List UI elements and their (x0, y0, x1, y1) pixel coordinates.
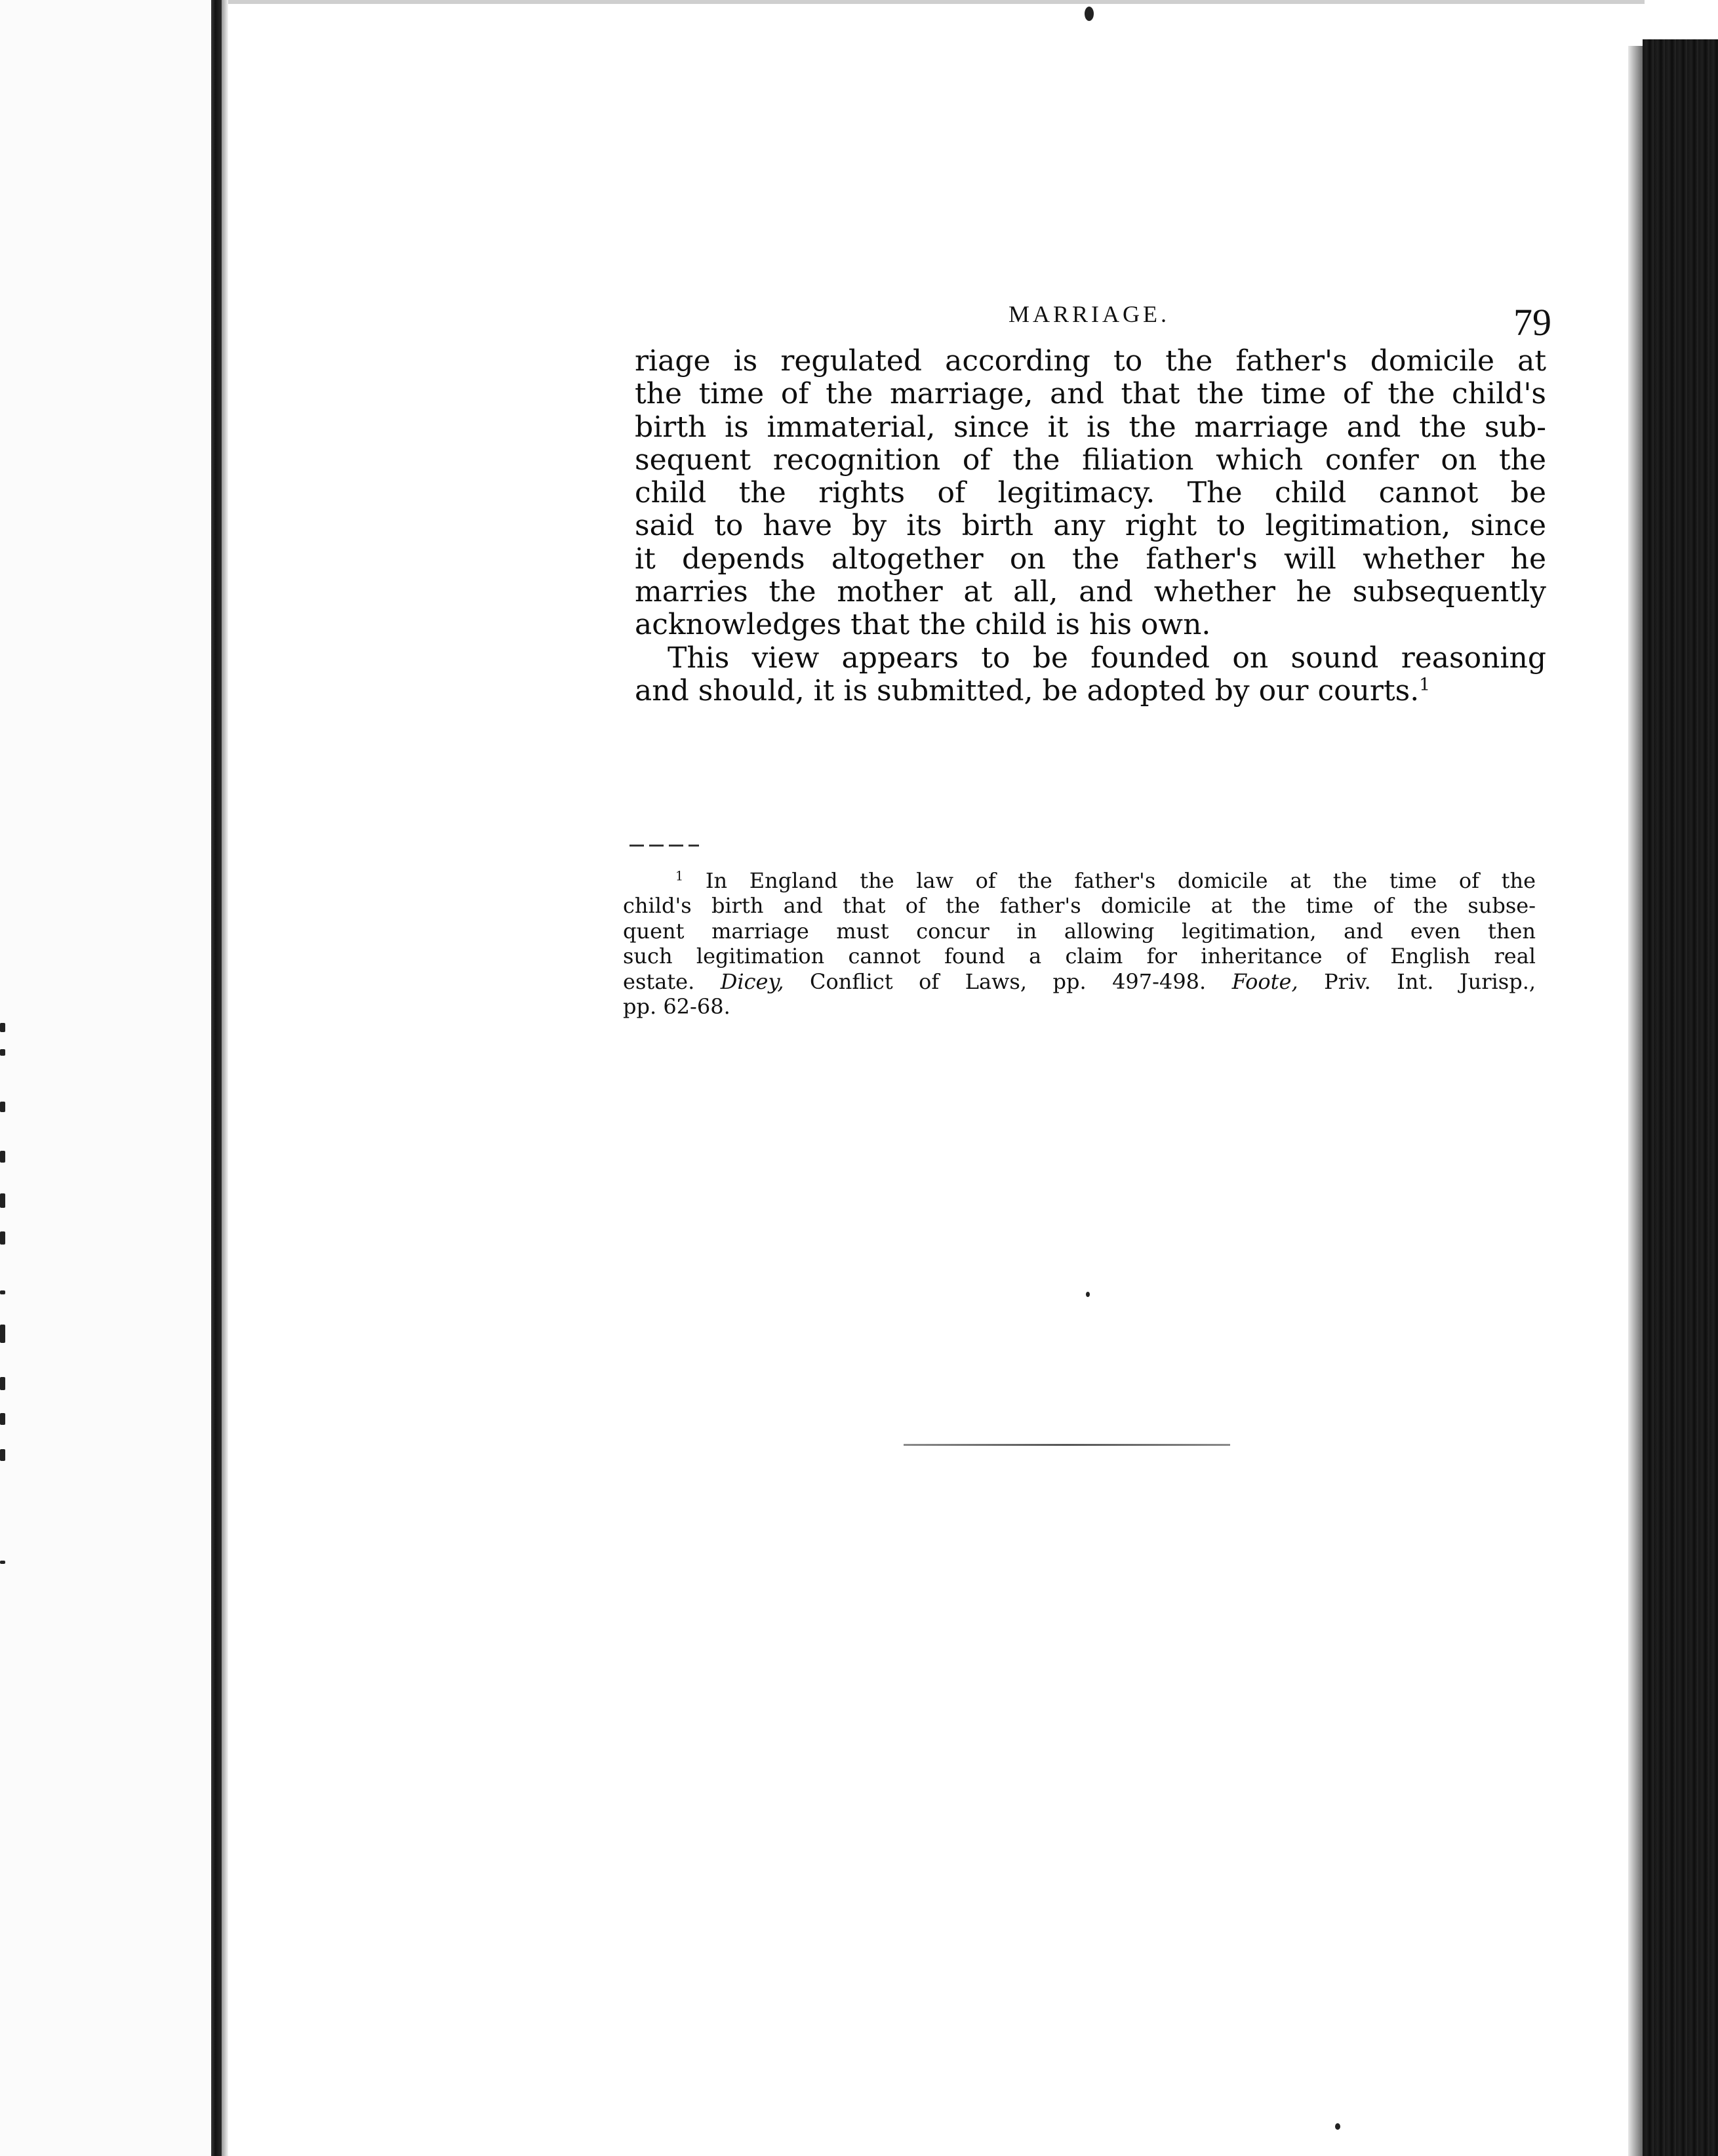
footnote-author: Dicey, (720, 968, 784, 994)
text-line: acknowledges that the child is his own. (635, 608, 1211, 642)
footnote-line: pp. 62-68. (623, 994, 730, 1020)
footnote-line (623, 868, 1536, 893)
scan-speck (1085, 7, 1094, 21)
scan-speck (1086, 1292, 1090, 1297)
footnote-line-content: In England the law of the father's domicile at the time of the (705, 868, 1536, 893)
footnote-text: estate. (623, 968, 695, 994)
text-line: the time of the marriage, and that the time of the child's (635, 377, 1546, 411)
book-fore-edge (1643, 39, 1718, 2156)
previous-page-edge (0, 0, 211, 2156)
text-line: child the rights of legitimacy. The child cannot be (635, 476, 1546, 510)
text-line: birth is immaterial, since it is the marriage and the sub- (635, 410, 1546, 444)
text-line: marries the mother at all, and whether he subsequently (635, 575, 1546, 609)
text-line: This view appears to be founded on sound reasoning (668, 641, 1546, 675)
footnote-text: Conflict of Laws, pp. 497-498. (809, 968, 1207, 994)
footnote-line (623, 969, 1536, 994)
text-line: riage is regulated according to the father's domicile at (635, 344, 1546, 378)
book-gutter (211, 0, 222, 2156)
footnote-author: Foote, (1231, 968, 1298, 994)
end-rule (904, 1444, 1230, 1446)
text-line: said to have by its birth any right to legitimation, since (635, 509, 1546, 543)
footnote-line: quent marriage must concur in allowing legitimation, and even then (623, 918, 1536, 944)
footnote-rule (629, 845, 699, 847)
footnote-text: Priv. Int. Jurisp., (1324, 968, 1536, 994)
footnote (623, 868, 1536, 1019)
text-line (635, 675, 1546, 708)
footnote-line: child's birth and that of the father's domicile at the time of the subse- (623, 893, 1536, 919)
text-line: sequent recognition of the filiation which confer on the (635, 443, 1546, 477)
gutter-shadow (222, 0, 228, 2156)
footnote-line: such legitimation cannot found a claim for inheritance of English real (623, 944, 1536, 969)
page (228, 4, 1643, 2156)
scan-speck (1335, 2123, 1340, 2130)
text-line: it depends altogether on the father's will whether he (635, 542, 1546, 576)
footnote-reference: 1 (1419, 674, 1431, 695)
page-number: 79 (1513, 301, 1551, 344)
footnote-marker: 1 (675, 868, 684, 884)
running-head: MARRIAGE. (1009, 301, 1170, 327)
text-line-content: and should, it is submitted, be adopted by our courts. (635, 673, 1420, 708)
body-text (635, 345, 1546, 708)
